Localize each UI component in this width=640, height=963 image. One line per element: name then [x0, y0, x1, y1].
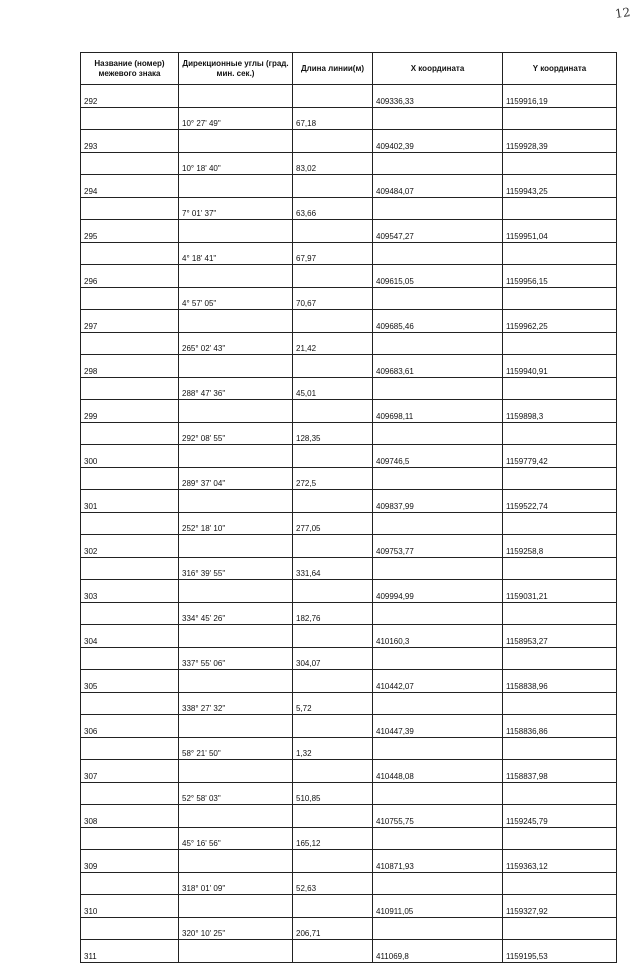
- cell-point-name: 299: [81, 400, 179, 423]
- cell-direction-angle: [179, 535, 293, 558]
- segment-row: [81, 198, 617, 220]
- point-row: [81, 580, 617, 603]
- segment-row: [81, 243, 617, 265]
- point-row: [81, 535, 617, 558]
- cell-line-length: 63,66: [293, 198, 373, 220]
- cell-direction-angle: [179, 355, 293, 378]
- cell-y-coordinate: [503, 243, 617, 265]
- cell-x-coordinate: 409685,46: [373, 310, 503, 333]
- segment-row: [81, 558, 617, 580]
- cell-point-name: 302: [81, 535, 179, 558]
- cell-y-coordinate: 1158837,98: [503, 760, 617, 783]
- cell-point-name: [81, 108, 179, 130]
- cell-line-length: 331,64: [293, 558, 373, 580]
- cell-y-coordinate: 1158836,86: [503, 715, 617, 738]
- segment-row: [81, 468, 617, 490]
- segment-row: [81, 738, 617, 760]
- cell-point-name: [81, 198, 179, 220]
- cell-direction-angle: 320° 10' 25": [179, 918, 293, 940]
- cell-line-length: 21,42: [293, 333, 373, 355]
- cell-line-length: [293, 535, 373, 558]
- cell-point-name: [81, 243, 179, 265]
- cell-point-name: [81, 378, 179, 400]
- cell-line-length: 1,32: [293, 738, 373, 760]
- cell-point-name: 307: [81, 760, 179, 783]
- cell-point-name: 297: [81, 310, 179, 333]
- cell-line-length: 165,12: [293, 828, 373, 850]
- cell-line-length: 128,35: [293, 423, 373, 445]
- cell-y-coordinate: [503, 918, 617, 940]
- header-row: [81, 53, 617, 85]
- cell-point-name: [81, 288, 179, 310]
- cell-line-length: 5,72: [293, 693, 373, 715]
- cell-x-coordinate: 409547,27: [373, 220, 503, 243]
- cell-point-name: 301: [81, 490, 179, 513]
- cell-y-coordinate: [503, 333, 617, 355]
- cell-line-length: 272,5: [293, 468, 373, 490]
- header-length: Длина линии(м): [293, 53, 373, 85]
- cell-line-length: 52,63: [293, 873, 373, 895]
- cell-y-coordinate: 1159031,21: [503, 580, 617, 603]
- cell-y-coordinate: 1159951,04: [503, 220, 617, 243]
- cell-line-length: 206,71: [293, 918, 373, 940]
- cell-direction-angle: [179, 670, 293, 693]
- cell-x-coordinate: 409683,61: [373, 355, 503, 378]
- cell-y-coordinate: 1159258,8: [503, 535, 617, 558]
- cell-point-name: [81, 648, 179, 670]
- cell-point-name: [81, 603, 179, 625]
- cell-line-length: [293, 445, 373, 468]
- cell-direction-angle: 4° 18' 41": [179, 243, 293, 265]
- point-row: [81, 445, 617, 468]
- cell-y-coordinate: [503, 513, 617, 535]
- point-row: [81, 715, 617, 738]
- cell-direction-angle: [179, 850, 293, 873]
- cell-point-name: [81, 513, 179, 535]
- cell-x-coordinate: [373, 648, 503, 670]
- cell-direction-angle: [179, 400, 293, 423]
- cell-point-name: [81, 693, 179, 715]
- cell-y-coordinate: [503, 153, 617, 175]
- cell-point-name: [81, 558, 179, 580]
- cell-line-length: [293, 895, 373, 918]
- cell-line-length: [293, 265, 373, 288]
- point-row: [81, 310, 617, 333]
- cell-point-name: [81, 333, 179, 355]
- cell-point-name: [81, 423, 179, 445]
- cell-line-length: [293, 130, 373, 153]
- cell-x-coordinate: 409698,11: [373, 400, 503, 423]
- cell-line-length: [293, 490, 373, 513]
- segment-row: [81, 333, 617, 355]
- cell-x-coordinate: [373, 468, 503, 490]
- cell-line-length: 182,76: [293, 603, 373, 625]
- segment-row: [81, 423, 617, 445]
- segment-row: [81, 693, 617, 715]
- cell-y-coordinate: [503, 738, 617, 760]
- point-row: [81, 130, 617, 153]
- point-row: [81, 940, 617, 963]
- cell-direction-angle: [179, 85, 293, 108]
- cell-direction-angle: [179, 310, 293, 333]
- cell-line-length: [293, 805, 373, 828]
- cell-point-name: [81, 468, 179, 490]
- cell-y-coordinate: 1159898,3: [503, 400, 617, 423]
- cell-line-length: 510,85: [293, 783, 373, 805]
- cell-y-coordinate: [503, 603, 617, 625]
- cell-y-coordinate: 1159943,25: [503, 175, 617, 198]
- cell-direction-angle: 7° 01' 37": [179, 198, 293, 220]
- cell-x-coordinate: 409615,05: [373, 265, 503, 288]
- header-name: Название (номер) межевого знака: [81, 53, 179, 85]
- cell-point-name: 303: [81, 580, 179, 603]
- cell-x-coordinate: 409336,33: [373, 85, 503, 108]
- header-angle: Дирекционные углы (град. мин. сек.): [179, 53, 293, 85]
- cell-direction-angle: [179, 175, 293, 198]
- point-row: [81, 895, 617, 918]
- cell-x-coordinate: [373, 783, 503, 805]
- cell-point-name: [81, 828, 179, 850]
- cell-x-coordinate: [373, 603, 503, 625]
- cell-x-coordinate: [373, 108, 503, 130]
- cell-direction-angle: 316° 39' 55": [179, 558, 293, 580]
- cell-x-coordinate: 410442,07: [373, 670, 503, 693]
- cell-point-name: 305: [81, 670, 179, 693]
- header-x: X координата: [373, 53, 503, 85]
- table-header: [81, 53, 617, 85]
- cell-line-length: [293, 85, 373, 108]
- point-row: [81, 85, 617, 108]
- segment-row: [81, 513, 617, 535]
- cell-direction-angle: 10° 18' 40": [179, 153, 293, 175]
- coordinates-table: [80, 52, 617, 963]
- point-row: [81, 805, 617, 828]
- point-row: [81, 670, 617, 693]
- cell-y-coordinate: [503, 288, 617, 310]
- cell-direction-angle: 334° 45' 26": [179, 603, 293, 625]
- cell-line-length: [293, 355, 373, 378]
- point-row: [81, 175, 617, 198]
- cell-x-coordinate: 410911,05: [373, 895, 503, 918]
- cell-x-coordinate: [373, 918, 503, 940]
- cell-direction-angle: [179, 490, 293, 513]
- cell-y-coordinate: 1159916,19: [503, 85, 617, 108]
- cell-direction-angle: 292° 08' 55": [179, 423, 293, 445]
- cell-y-coordinate: 1158953,27: [503, 625, 617, 648]
- cell-point-name: [81, 783, 179, 805]
- cell-point-name: 298: [81, 355, 179, 378]
- cell-x-coordinate: 411069,8: [373, 940, 503, 963]
- cell-line-length: 83,02: [293, 153, 373, 175]
- cell-y-coordinate: 1159962,25: [503, 310, 617, 333]
- cell-y-coordinate: [503, 828, 617, 850]
- cell-y-coordinate: 1159363,12: [503, 850, 617, 873]
- segment-row: [81, 378, 617, 400]
- cell-line-length: [293, 760, 373, 783]
- cell-y-coordinate: 1159245,79: [503, 805, 617, 828]
- point-row: [81, 760, 617, 783]
- cell-point-name: 294: [81, 175, 179, 198]
- cell-direction-angle: 45° 16' 56": [179, 828, 293, 850]
- cell-x-coordinate: 410755,75: [373, 805, 503, 828]
- cell-y-coordinate: [503, 783, 617, 805]
- cell-x-coordinate: [373, 378, 503, 400]
- cell-y-coordinate: 1159956,15: [503, 265, 617, 288]
- cell-y-coordinate: [503, 873, 617, 895]
- cell-y-coordinate: 1159327,92: [503, 895, 617, 918]
- segment-row: [81, 873, 617, 895]
- cell-y-coordinate: [503, 558, 617, 580]
- cell-y-coordinate: 1159522,74: [503, 490, 617, 513]
- cell-direction-angle: [179, 895, 293, 918]
- cell-y-coordinate: [503, 423, 617, 445]
- cell-x-coordinate: [373, 828, 503, 850]
- cell-line-length: [293, 580, 373, 603]
- cell-y-coordinate: [503, 378, 617, 400]
- cell-y-coordinate: [503, 693, 617, 715]
- cell-x-coordinate: 410871,93: [373, 850, 503, 873]
- cell-y-coordinate: 1158838,96: [503, 670, 617, 693]
- cell-point-name: [81, 738, 179, 760]
- cell-direction-angle: 288° 47' 36": [179, 378, 293, 400]
- cell-direction-angle: 338° 27' 32": [179, 693, 293, 715]
- cell-direction-angle: [179, 265, 293, 288]
- cell-line-length: 45,01: [293, 378, 373, 400]
- point-row: [81, 265, 617, 288]
- cell-point-name: [81, 873, 179, 895]
- cell-direction-angle: 52° 58' 03": [179, 783, 293, 805]
- cell-x-coordinate: [373, 738, 503, 760]
- cell-x-coordinate: [373, 198, 503, 220]
- point-row: [81, 850, 617, 873]
- cell-y-coordinate: [503, 108, 617, 130]
- cell-point-name: 309: [81, 850, 179, 873]
- cell-direction-angle: [179, 805, 293, 828]
- cell-point-name: 300: [81, 445, 179, 468]
- cell-direction-angle: [179, 130, 293, 153]
- cell-x-coordinate: [373, 423, 503, 445]
- cell-direction-angle: [179, 580, 293, 603]
- cell-direction-angle: 10° 27' 49": [179, 108, 293, 130]
- cell-point-name: [81, 153, 179, 175]
- cell-point-name: 292: [81, 85, 179, 108]
- cell-y-coordinate: 1159928,39: [503, 130, 617, 153]
- cell-line-length: [293, 400, 373, 423]
- segment-row: [81, 648, 617, 670]
- segment-row: [81, 288, 617, 310]
- cell-y-coordinate: [503, 468, 617, 490]
- cell-line-length: 67,18: [293, 108, 373, 130]
- cell-direction-angle: 289° 37' 04": [179, 468, 293, 490]
- cell-line-length: [293, 625, 373, 648]
- cell-y-coordinate: 1159195,53: [503, 940, 617, 963]
- cell-line-length: 277,05: [293, 513, 373, 535]
- cell-x-coordinate: 410447,39: [373, 715, 503, 738]
- cell-x-coordinate: 410160,3: [373, 625, 503, 648]
- segment-row: [81, 918, 617, 940]
- cell-line-length: [293, 850, 373, 873]
- cell-direction-angle: 4° 57' 05": [179, 288, 293, 310]
- cell-x-coordinate: 409402,39: [373, 130, 503, 153]
- cell-x-coordinate: 409484,07: [373, 175, 503, 198]
- cell-x-coordinate: [373, 873, 503, 895]
- segment-row: [81, 603, 617, 625]
- cell-x-coordinate: [373, 513, 503, 535]
- segment-row: [81, 108, 617, 130]
- segment-row: [81, 153, 617, 175]
- cell-point-name: 296: [81, 265, 179, 288]
- cell-line-length: [293, 310, 373, 333]
- cell-x-coordinate: 409746,5: [373, 445, 503, 468]
- cell-line-length: [293, 940, 373, 963]
- cell-x-coordinate: 409837,99: [373, 490, 503, 513]
- header-y: Y координата: [503, 53, 617, 85]
- cell-line-length: [293, 670, 373, 693]
- point-row: [81, 220, 617, 243]
- cell-direction-angle: [179, 625, 293, 648]
- page-number-mark: 12: [613, 5, 631, 21]
- cell-direction-angle: [179, 715, 293, 738]
- cell-line-length: [293, 220, 373, 243]
- cell-point-name: [81, 918, 179, 940]
- table-body: [81, 85, 617, 963]
- cell-direction-angle: 265° 02' 43": [179, 333, 293, 355]
- point-row: [81, 490, 617, 513]
- cell-x-coordinate: 409994,99: [373, 580, 503, 603]
- cell-x-coordinate: [373, 153, 503, 175]
- cell-direction-angle: 252° 18' 10": [179, 513, 293, 535]
- cell-x-coordinate: [373, 243, 503, 265]
- cell-y-coordinate: 1159779,42: [503, 445, 617, 468]
- cell-point-name: 310: [81, 895, 179, 918]
- cell-direction-angle: [179, 220, 293, 243]
- cell-point-name: 304: [81, 625, 179, 648]
- cell-direction-angle: 337° 55' 06": [179, 648, 293, 670]
- cell-line-length: [293, 715, 373, 738]
- cell-direction-angle: [179, 760, 293, 783]
- cell-y-coordinate: 1159940,91: [503, 355, 617, 378]
- cell-point-name: 311: [81, 940, 179, 963]
- segment-row: [81, 828, 617, 850]
- cell-y-coordinate: [503, 648, 617, 670]
- point-row: [81, 355, 617, 378]
- cell-y-coordinate: [503, 198, 617, 220]
- cell-line-length: [293, 175, 373, 198]
- cell-direction-angle: [179, 445, 293, 468]
- cell-x-coordinate: [373, 558, 503, 580]
- cell-direction-angle: 318° 01' 09": [179, 873, 293, 895]
- cell-line-length: 70,67: [293, 288, 373, 310]
- cell-x-coordinate: 410448,08: [373, 760, 503, 783]
- cell-point-name: 306: [81, 715, 179, 738]
- cell-direction-angle: [179, 940, 293, 963]
- cell-x-coordinate: [373, 333, 503, 355]
- cell-point-name: 308: [81, 805, 179, 828]
- cell-x-coordinate: [373, 693, 503, 715]
- cell-direction-angle: 58° 21' 50": [179, 738, 293, 760]
- segment-row: [81, 783, 617, 805]
- cell-point-name: 295: [81, 220, 179, 243]
- cell-line-length: 67,97: [293, 243, 373, 265]
- point-row: [81, 625, 617, 648]
- cell-point-name: 293: [81, 130, 179, 153]
- point-row: [81, 400, 617, 423]
- cell-line-length: 304,07: [293, 648, 373, 670]
- cell-x-coordinate: 409753,77: [373, 535, 503, 558]
- cell-x-coordinate: [373, 288, 503, 310]
